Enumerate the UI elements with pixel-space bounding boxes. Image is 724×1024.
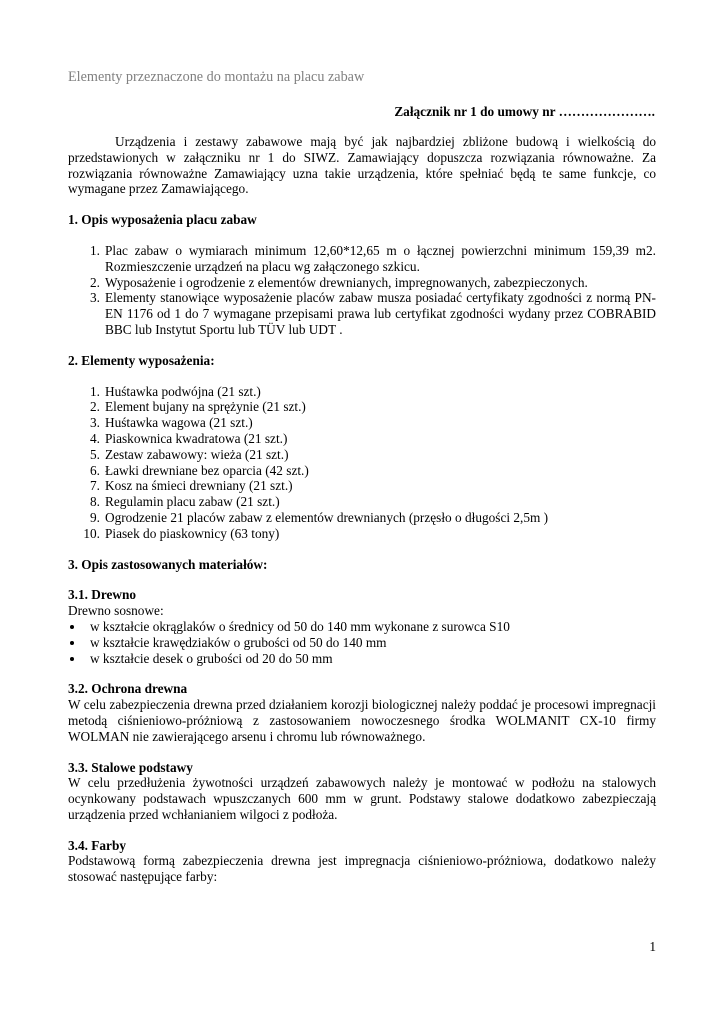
list-item: 8. Regulamin placu zabaw (21 szt.) (90, 494, 280, 510)
section-3-2-title: 3.2. Ochrona drewna (68, 681, 188, 697)
list-item: 1. Plac zabaw o wymiarach minimum 12,60*12,65 m o łącznej powierzchni minimum 159,39 m2. Rozmieszczenie urządzeń na placu wg załączonego szkicu. (90, 242, 656, 274)
list-item: w kształcie desek o grubości od 20 do 50 mm (68, 651, 656, 667)
list-item: 7. Kosz na śmieci drewniany (21 szt.) (90, 478, 293, 494)
list-item: 10. Piasek do piaskownicy (63 tony) (83, 525, 280, 541)
section-3-4-text: Podstawową formą zabezpieczenia drewna jest impregnacja ciśnieniowo-próżniowa, dodatkowo należy stosować następujące farby: (68, 853, 656, 885)
list-item: 3. Elementy stanowiące wyposażenie placów zabaw musza posiadać certyfikaty zgodności z normą PN-EN 1176 od 1 do 7 wymagane przepisami prawa lub certyfikat zgodności wydany przez COBRABID BBC lub Instytut Sportu lub TÜV lub UDT . (90, 290, 656, 337)
list-item: 5. Zestaw zabawowy: wieża (21 szt.) (90, 446, 289, 462)
section-3-1-lead: Drewno sosnowe: (68, 603, 164, 619)
list-item: 2. Element bujany na sprężynie (21 szt.) (90, 399, 306, 415)
section-3-3-text: W celu przedłużenia żywotności urządzeń zabawowych należy je montować w podłożu na stalowych ocynkowany podstawach wpuszczanych 600 mm w grunt. Podstawy stalowe dodatkowo zabezpieczają urządzenia przed wchłanianiem wilgoci z podłoża. (68, 775, 656, 822)
intro-paragraph: Urządzenia i zestawy zabawowe mają być jak najbardziej zbliżone budową i wielkością do przedstawionych w załączniku nr 1 do SIWZ. Zamawiający dopuszcza rozwiązania równoważne. Za rozwiązania równoważne Zamawiający uzna takie urządzenia, które spełniać będą te same funkcje, co wymagane przez Zamawiającego. (68, 134, 656, 197)
section-1-list (68, 243, 656, 338)
bullet-icon (70, 657, 74, 661)
section-3-title: 3. Opis zastosowanych materiałów: (68, 556, 268, 572)
section-1-title: 1. Opis wyposażenia placu zabaw (68, 212, 257, 228)
section-2-list (68, 384, 656, 542)
section-3-4-title: 3.4. Farby (68, 837, 126, 853)
wood-types-list (68, 619, 656, 666)
section-3-3-title: 3.3. Stalowe podstawy (68, 759, 193, 775)
section-2-title: 2. Elementy wyposażenia: (68, 352, 215, 368)
list-item: 9. Ogrodzenie 21 placów zabaw z elementów drewnianych (przęsło o długości 2,5m ) (90, 509, 549, 525)
list-item: 4. Piaskownica kwadratowa (21 szt.) (90, 430, 288, 446)
list-item: 6. Ławki drewniane bez oparcia (42 szt.) (90, 462, 309, 478)
section-3-1-title: 3.1. Drewno (68, 587, 137, 603)
section-3-2-text: W celu zabezpieczenia drewna przed działaniem korozji biologicznej należy poddać je procesowi impregnacji metodą ciśnieniowo-próżniową z zastosowaniem nowoczesnego środka WOLMANIT CX-10 firmy WOLMAN nie zawierającego arsenu i chromu lub równoważnego. (68, 697, 656, 744)
list-item: w kształcie okrąglaków o średnicy od 50 do 140 mm wykonane z surowca S10 (68, 619, 656, 635)
list-item: 2. Wyposażenie i ogrodzenie z elementów drewnianych, impregnowanych, zabezpieczonych. (90, 274, 588, 290)
bullet-icon (70, 625, 74, 629)
document-header: Elementy przeznaczone do montażu na placu zabaw (68, 69, 365, 85)
bullet-icon (70, 641, 74, 645)
document-body (68, 134, 656, 885)
annex-title: Załącznik nr 1 do umowy nr …………………. (394, 104, 655, 119)
list-item: 1. Huśtawka podwójna (21 szt.) (90, 383, 261, 399)
list-item: 3. Huśtawka wagowa (21 szt.) (90, 415, 253, 431)
list-item: w kształcie krawędziaków o grubości od 50 do 140 mm (68, 635, 656, 651)
page-number: 1 (649, 939, 656, 954)
